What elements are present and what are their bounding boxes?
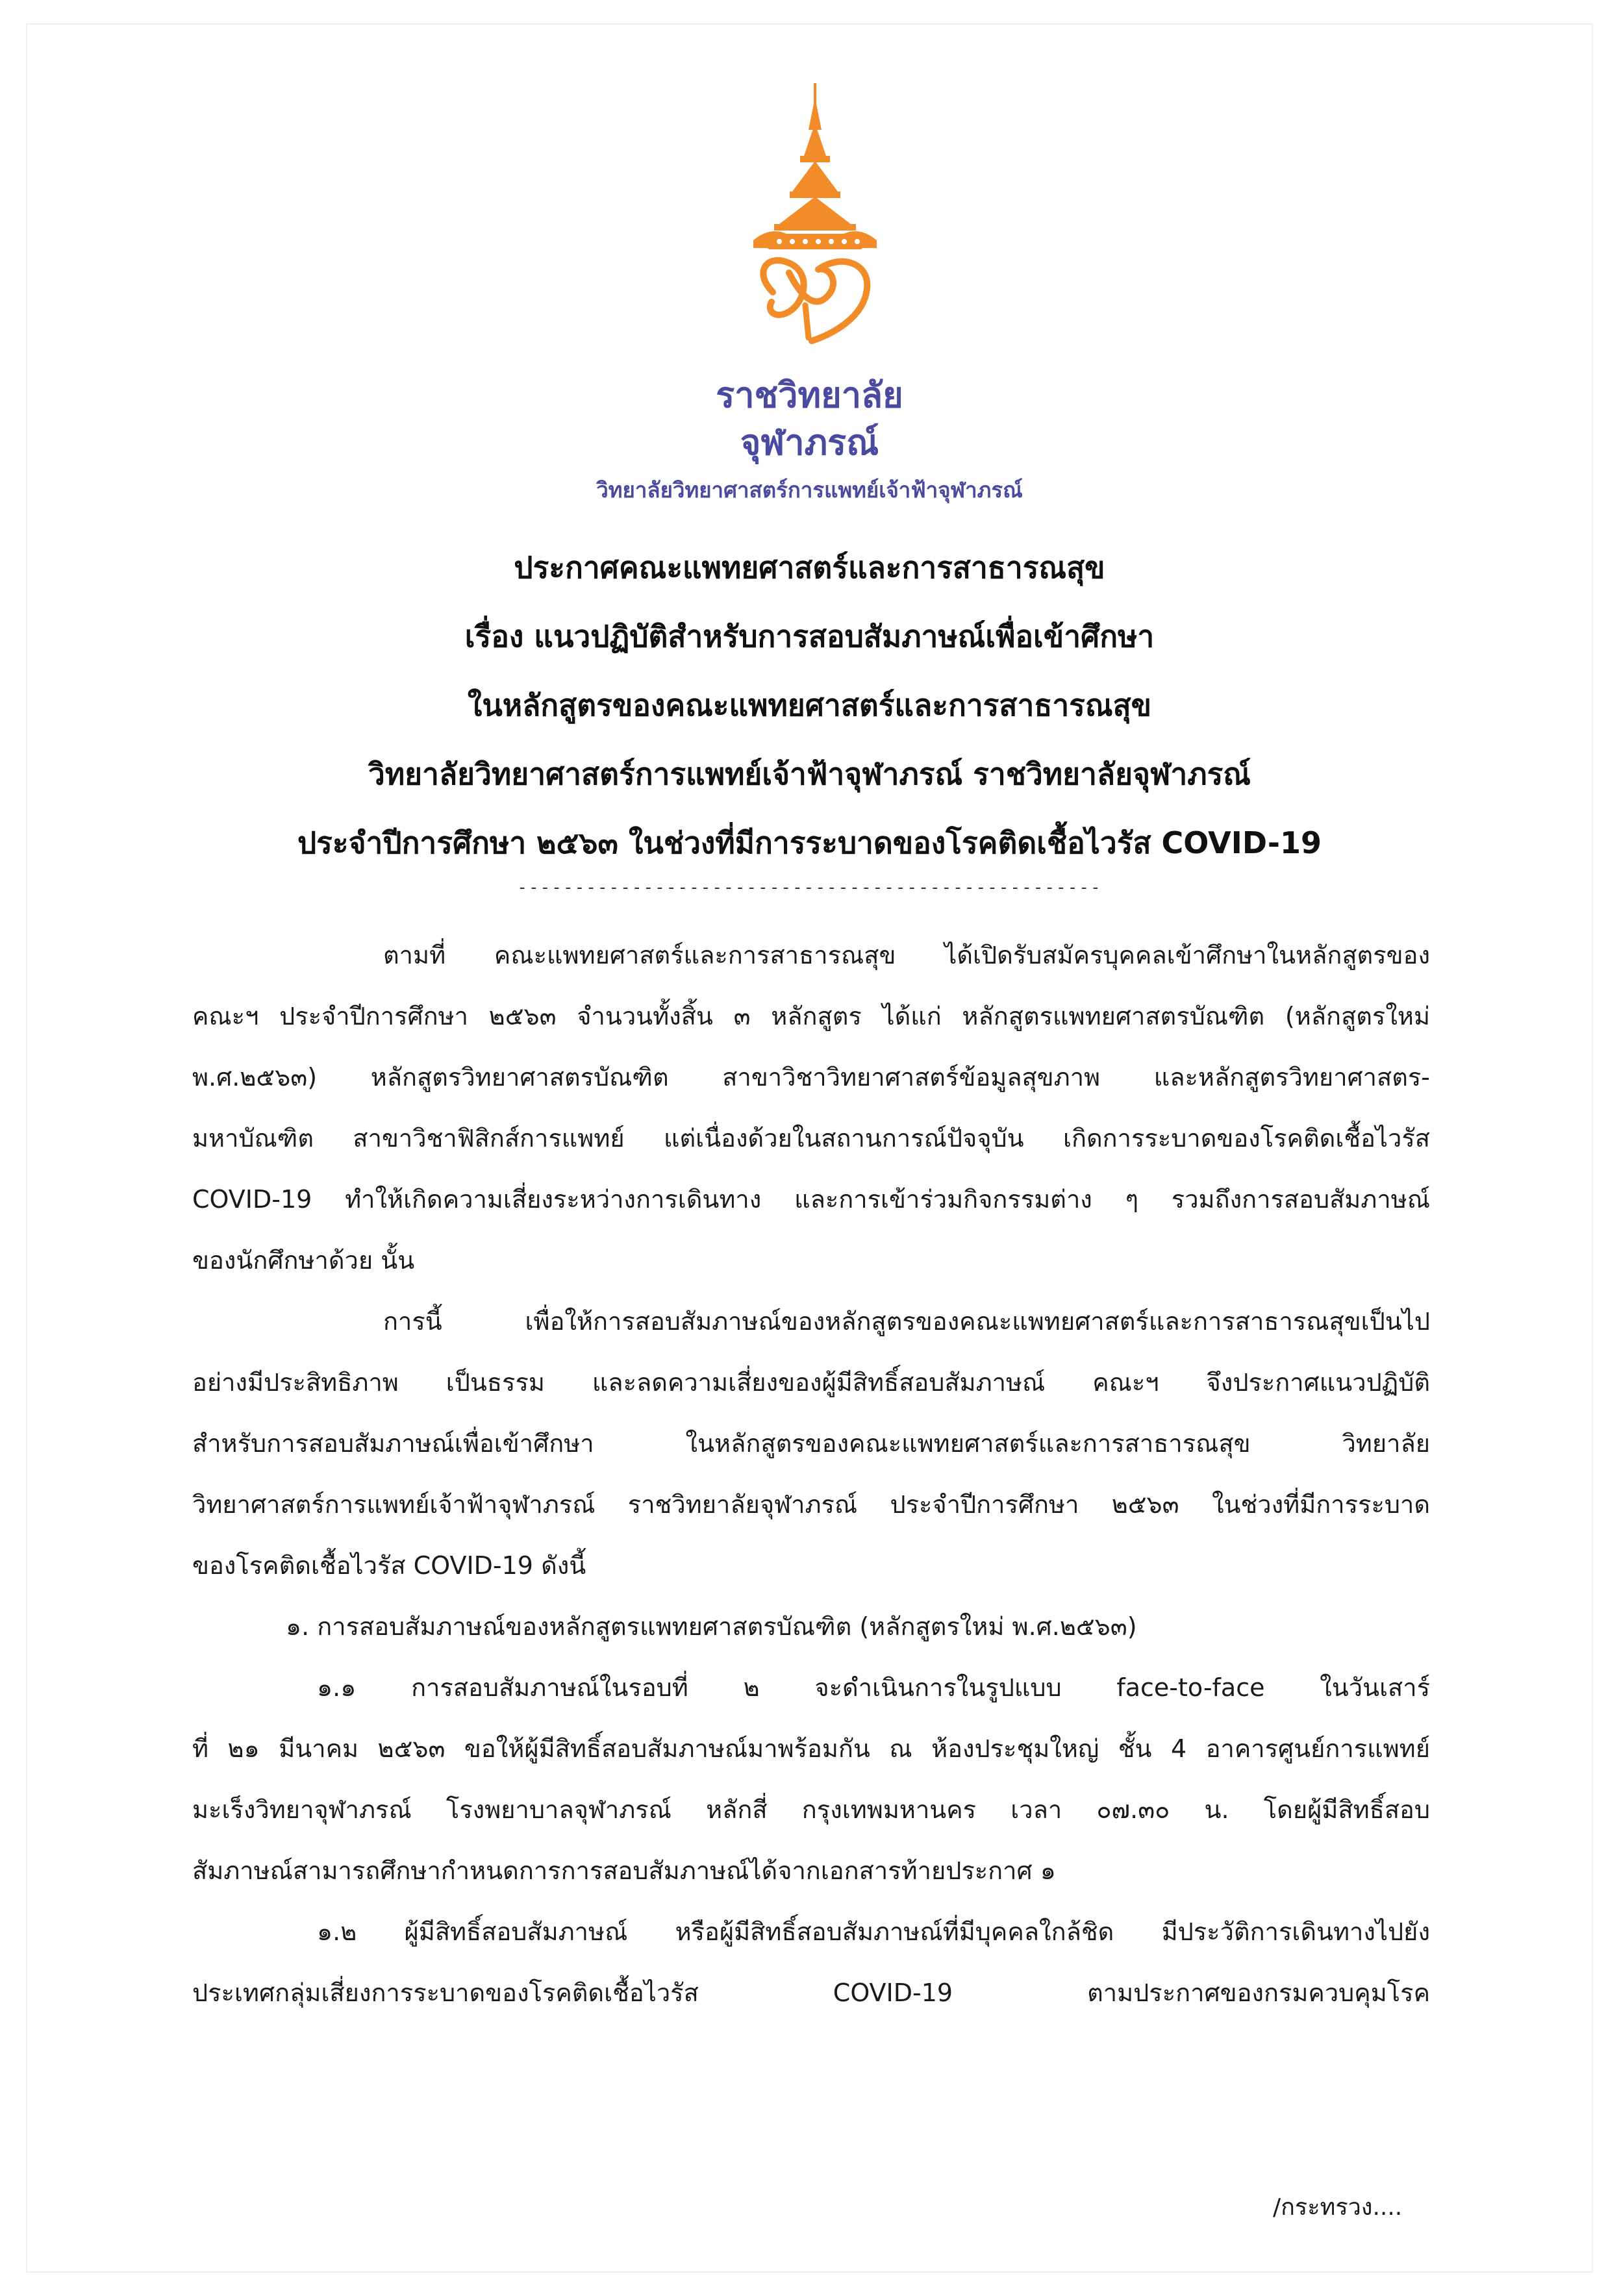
announcement-title-line1: ประกาศคณะแพทยศาสตร์และการสาธารณสุข (514, 550, 1105, 585)
announcement-title-line3: ในหลักสูตรของคณะแพทยศาสตร์และการสาธารณสุข (467, 688, 1152, 723)
org-name-line2: จุฬาภรณ์ (740, 422, 879, 463)
section-1-heading: ๑. การสอบสัมภาษณ์ของหลักสูตรแพทยศาสตรบัณฑิต (หลักสูตรใหม่ พ.ศ.๒๕๖๓) (286, 1612, 1137, 1641)
item-1-2-line: ประเทศกลุ่มเสี่ยงการระบาดของโรคติดเชื้อไวรัส COVID-19 ตามประกาศของกรมควบคุมโรค (192, 1978, 1430, 2007)
announcement-title-line4: วิทยาลัยวิทยาศาสตร์การแพทย์เจ้าฟ้าจุฬาภรณ์ ราชวิทยาลัยจุฬาภรณ์ (368, 756, 1251, 792)
org-name-line1: ราชวิทยาลัย (716, 375, 903, 416)
paragraph-1-line: พ.ศ.๒๕๖๓) หลักสูตรวิทยาศาสตรบัณฑิต สาขาวิชาวิทยาศาสตร์ข้อมูลสุขภาพ และหลักสูตรวิทยาศาสตร- (192, 1063, 1430, 1092)
item-1-1-line: ที่ ๒๑ มีนาคม ๒๕๖๓ ขอให้ผู้มีสิทธิ์สอบสัมภาษณ์มาพร้อมกัน ณ ห้องประชุมใหญ่ ชั้น 4 อาคารศูนย์การแพทย์ (192, 1734, 1430, 1763)
announcement-title-line2: เรื่อง แนวปฏิบัติสำหรับการสอบสัมภาษณ์เพื่อเข้าศึกษา (464, 619, 1155, 654)
chulabhorn-emblem-icon (727, 78, 903, 351)
item-1-2-line: ๑.๒ ผู้มีสิทธิ์สอบสัมภาษณ์ หรือผู้มีสิทธิ์สอบสัมภาษณ์ที่มีบุคคลใกล้ชิด มีประวัติการเดินทางไปยัง (317, 1917, 1430, 1946)
item-1-1-line: สัมภาษณ์สามารถศึกษากำหนดการการสอบสัมภาษณ์ได้จากเอกสารท้ายประกาศ ๑ (192, 1856, 1056, 1885)
paragraph-1-line: คณะฯ ประจำปีการศึกษา ๒๕๖๓ จำนวนทั้งสิ้น ๓ หลักสูตร ได้แก่ หลักสูตรแพทยศาสตรบัณฑิต (หลักสูตรใหม่ (192, 1002, 1430, 1030)
paragraph-2-line: วิทยาศาสตร์การแพทย์เจ้าฟ้าจุฬาภรณ์ ราชวิทยาลัยจุฬาภรณ์ ประจำปีการศึกษา ๒๕๖๓ ในช่วงที่มีการระบาด (192, 1490, 1430, 1519)
paragraph-1-line: มหาบัณฑิต สาขาวิชาฟิสิกส์การแพทย์ แต่เนื่องด้วยในสถานการณ์ปัจจุบัน เกิดการระบาดของโรคติดเชื้อไวรัส (192, 1124, 1430, 1153)
paragraph-2-line: การนี้ เพื่อให้การสอบสัมภาษณ์ของหลักสูตรของคณะแพทยศาสตร์และการสาธารณสุขเป็นไป (383, 1307, 1430, 1336)
announcement-title-line5: ประจำปีการศึกษา ๒๕๖๓ ในช่วงที่มีการระบาดของโรคติดเชื้อไวรัส COVID-19 (297, 825, 1322, 860)
paragraph-2-line: ของโรคติดเชื้อไวรัส COVID-19 ดังนี้ (192, 1551, 586, 1580)
paragraph-1-line: COVID-19 ทำให้เกิดความเสี่ยงระหว่างการเดินทาง และการเข้าร่วมกิจกรรมต่าง ๆ รวมถึงการสอบสัมภาษณ์ (192, 1185, 1430, 1214)
paragraph-2-line: สำหรับการสอบสัมภาษณ์เพื่อเข้าศึกษา ในหลักสูตรของคณะแพทยศาสตร์และการสาธารณสุข วิทยาลัย (192, 1429, 1430, 1458)
title-separator: --------------------------------------------------- (517, 878, 1102, 897)
paragraph-2-line: อย่างมีประสิทธิภาพ เป็นธรรม และลดความเสี่ยงของผู้มีสิทธิ์สอบสัมภาษณ์ คณะฯ จึงประกาศแนวปฏิบัติ (192, 1368, 1430, 1397)
org-subtitle: วิทยาลัยวิทยาศาสตร์การแพทย์เจ้าฟ้าจุฬาภรณ์ (596, 477, 1023, 503)
paragraph-1-line: ของนักศึกษาด้วย นั้น (192, 1246, 415, 1275)
paragraph-1-line: ตามที่ คณะแพทยศาสตร์และการสาธารณสุข ได้เปิดรับสมัครบุคคลเข้าศึกษาในหลักสูตรของ (383, 941, 1430, 969)
continued-marker: /กระทรวง.... (1273, 2194, 1403, 2221)
item-1-1-line: มะเร็งวิทยาจุฬาภรณ์ โรงพยาบาลจุฬาภรณ์ หลักสี่ กรุงเทพมหานคร เวลา ๐๗.๓๐ น. โดยผู้มีสิทธิ์สอบ (192, 1795, 1430, 1824)
item-1-1-line: ๑.๑ การสอบสัมภาษณ์ในรอบที่ ๒ จะดำเนินการในรูปแบบ face-to-face ในวันเสาร์ (317, 1673, 1430, 1702)
